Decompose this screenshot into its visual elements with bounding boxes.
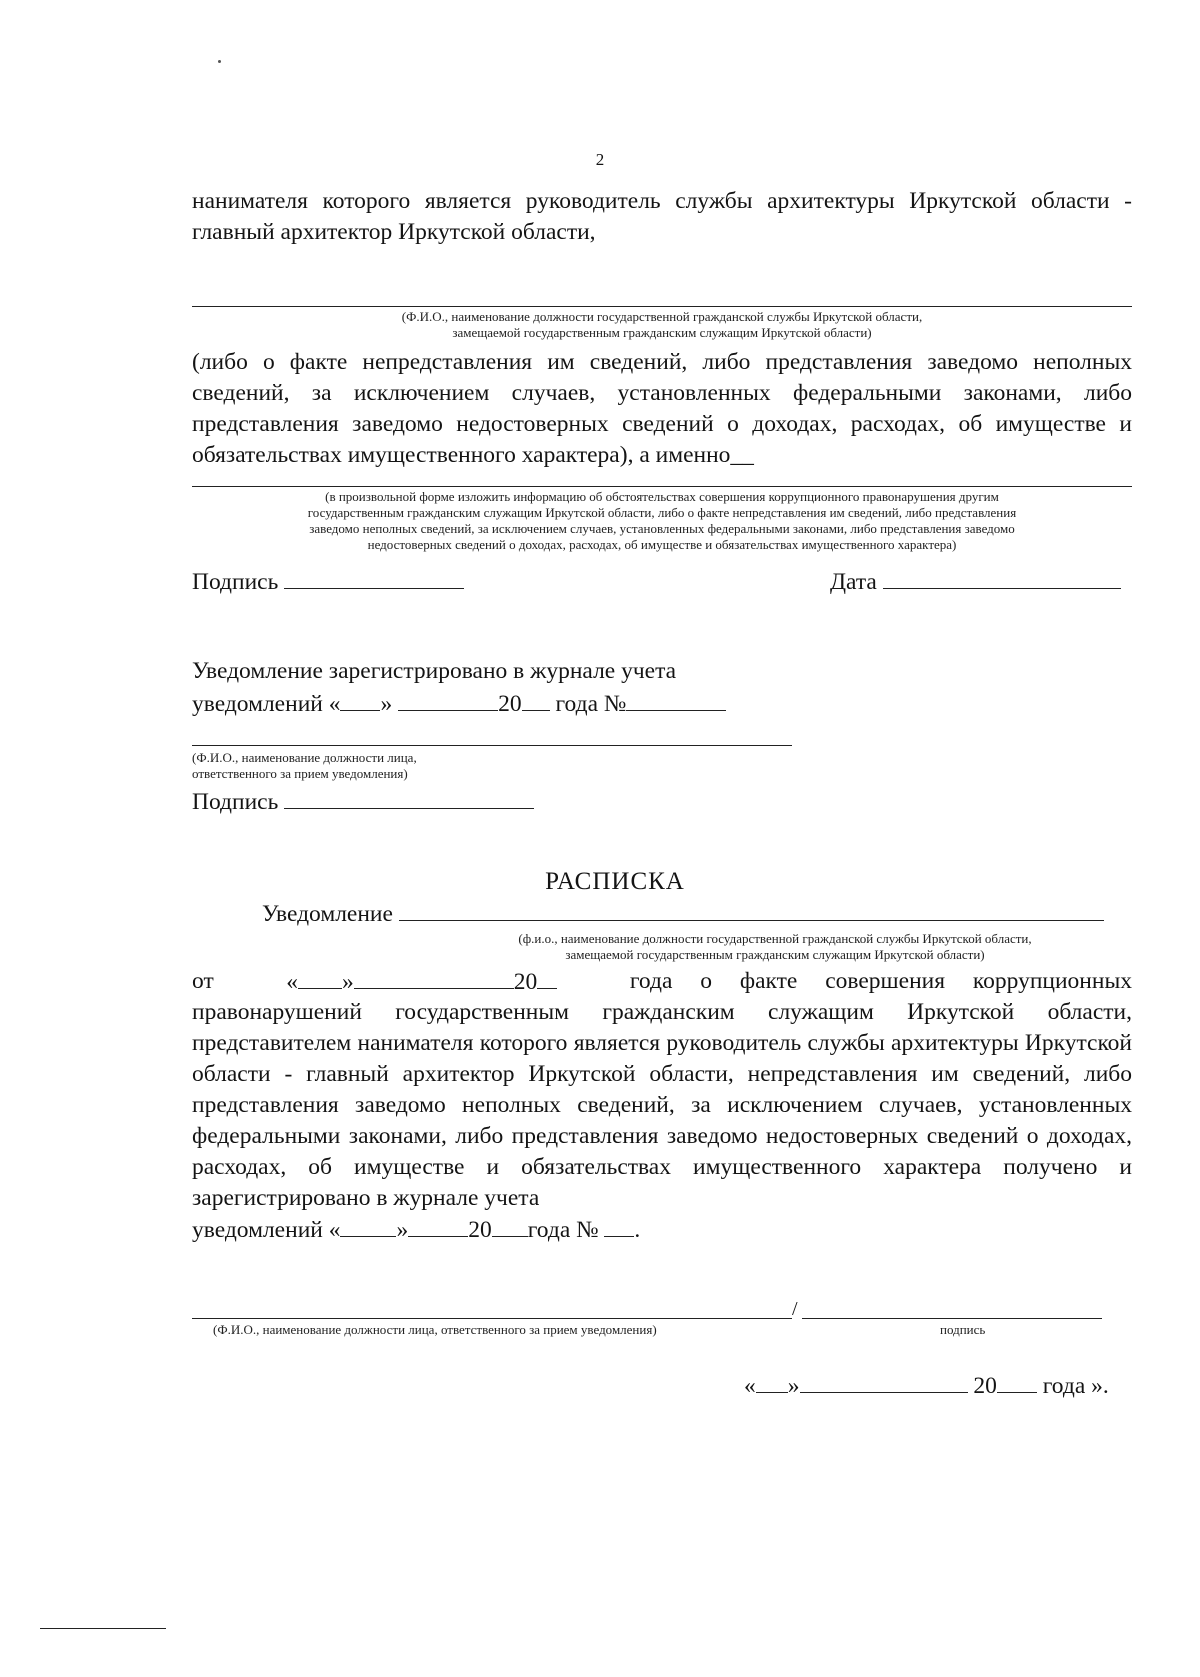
page-number: 2 xyxy=(595,150,605,169)
registered-year-field[interactable] xyxy=(522,688,550,711)
signature-row xyxy=(192,566,464,598)
registered-year: 20 xyxy=(498,691,522,717)
receipt-last-period: . xyxy=(634,1217,641,1243)
note-freeform-line4: недостоверных сведений о доходах, расходах, об имуществе и обязательствах имущественного характера) xyxy=(367,537,957,552)
receipt-last-row xyxy=(192,1214,640,1246)
freeform-underline xyxy=(192,486,1132,487)
receipt-last-number-label: года № xyxy=(527,1217,599,1243)
paragraph-2: (либо о факте непредставления им сведений, либо представления заведомо неполных сведений, за исключением случаев, установленных федеральными законами, либо представления заведомо недостоверных сведений о доходах, расходах, об имуществе и обязательствах имущественного характера), а именно__ xyxy=(192,349,1132,468)
receipt-last-day-field[interactable] xyxy=(340,1214,396,1237)
final-suffix: года ». xyxy=(1042,1373,1109,1399)
responsible-signature-line[interactable] xyxy=(192,1318,792,1319)
note-fio-1 xyxy=(192,309,1132,341)
registered-prefix: уведомлений « xyxy=(192,691,341,717)
responsible-underline xyxy=(192,745,792,746)
receipt-from-open-quote: « xyxy=(286,969,299,995)
receipt-last-year: 20 xyxy=(468,1217,492,1243)
signature-line[interactable] xyxy=(802,1318,1102,1319)
receipt-from-year-field[interactable] xyxy=(537,966,557,989)
sign-slash: / xyxy=(792,1298,798,1320)
receipt-last-month-field[interactable] xyxy=(408,1214,468,1237)
signature-field[interactable] xyxy=(284,566,464,589)
receipt-last-year-field[interactable] xyxy=(492,1214,528,1237)
footnote-separator xyxy=(40,1628,166,1629)
date-label: Дата xyxy=(830,569,877,595)
receipt-from-text: года о факте совершения коррупционных xyxy=(629,968,1132,994)
receipt-notice-label: Уведомление xyxy=(262,901,393,927)
registered-line1: Уведомление зарегистрировано в журнале учета xyxy=(192,658,677,684)
receipt-from-close-quote: » xyxy=(342,969,354,995)
note-fio-2-line2: замещаемой государственным гражданским служащим Иркутской области) xyxy=(565,947,985,962)
final-open-quote: « xyxy=(744,1373,756,1399)
note-freeform-line2: государственным гражданским служащим Иркутской области, либо о факте непредставления им сведений, либо представления xyxy=(307,505,1017,520)
signature-label-2: Подпись xyxy=(192,789,279,815)
receipt-notice-field[interactable] xyxy=(399,898,1104,921)
note-freeform-line1: (в произвольной форме изложить информацию об обстоятельствах совершения коррупционного правонарушения другим xyxy=(325,489,999,504)
receipt-last-number-field[interactable] xyxy=(604,1214,634,1237)
final-date-row xyxy=(744,1370,1109,1402)
registered-month-field[interactable] xyxy=(398,688,498,711)
receipt-from-year: 20 xyxy=(513,969,538,995)
note-fio-2 xyxy=(420,931,1130,963)
scan-speck xyxy=(218,60,221,63)
final-year-field[interactable] xyxy=(997,1370,1037,1393)
note-freeform-line3: заведомо неполных сведений, за исключением случаев, установленных федеральными законами, либо представления заведомо xyxy=(309,521,1015,536)
final-month-field[interactable] xyxy=(800,1370,968,1393)
registered-line2 xyxy=(192,688,726,720)
signature-row-2 xyxy=(192,786,534,818)
receipt-from-label: от xyxy=(192,968,214,994)
receipt-title: РАСПИСКА xyxy=(545,868,685,895)
date-field[interactable] xyxy=(883,566,1121,589)
receipt-from-row xyxy=(192,966,1132,998)
note-responsible-line2: ответственного за прием уведомления) xyxy=(192,766,408,781)
receipt-last-prefix: уведомлений « xyxy=(192,1217,341,1243)
registered-number-label: года № xyxy=(555,691,627,717)
note-responsible-line1: (Ф.И.О., наименование должности лица, xyxy=(192,750,417,765)
registered-quote: » xyxy=(380,691,393,717)
note-signature: подпись xyxy=(940,1322,986,1337)
final-year: 20 xyxy=(973,1373,997,1399)
final-day-field[interactable] xyxy=(756,1370,788,1393)
receipt-paragraph: правонарушений государственным гражданским служащим Иркутской области, представителем нанимателя которого является руководитель службы архитектуры Иркутской области - главный архитектор Иркутской области, непредставления им сведений, либо представления заведомо неполных сведений, за исключением случаев, установленных федеральными законами, либо представления заведомо недостоверных сведений о доходах, расходах, об имуществе и обязательствах имущественного характера получено и зарегистрировано в журнале учета xyxy=(192,999,1132,1211)
fio-underline-1 xyxy=(192,306,1132,307)
signature-field-2[interactable] xyxy=(284,786,534,809)
note-fio-1-line1: (Ф.И.О., наименование должности государственной гражданской службы Иркутской области, xyxy=(401,309,923,324)
note-fio-2-line1: (ф.и.о., наименование должности государственной гражданской службы Иркутской области, xyxy=(518,931,1032,946)
note-responsible-full: (Ф.И.О., наименование должности лица, ответственного за прием уведомления) xyxy=(213,1322,657,1337)
registered-day-field[interactable] xyxy=(340,688,380,711)
receipt-last-quote: » xyxy=(396,1217,409,1243)
note-responsible xyxy=(192,750,792,782)
receipt-from-month-field[interactable] xyxy=(354,966,514,989)
top-paragraph: нанимателя которого является руководитель службы архитектуры Иркутской области - главный архитектор Иркутской области, xyxy=(192,188,1132,245)
note-freeform xyxy=(192,489,1132,553)
final-close-quote: » xyxy=(787,1373,800,1399)
note-fio-1-line2: замещаемой государственным гражданским служащим Иркутской области) xyxy=(452,325,872,340)
receipt-notice-row xyxy=(262,898,1104,930)
receipt-from-day-field[interactable] xyxy=(298,966,342,989)
registered-number-field[interactable] xyxy=(626,688,726,711)
signature-label: Подпись xyxy=(192,569,279,595)
date-row xyxy=(830,566,1121,598)
